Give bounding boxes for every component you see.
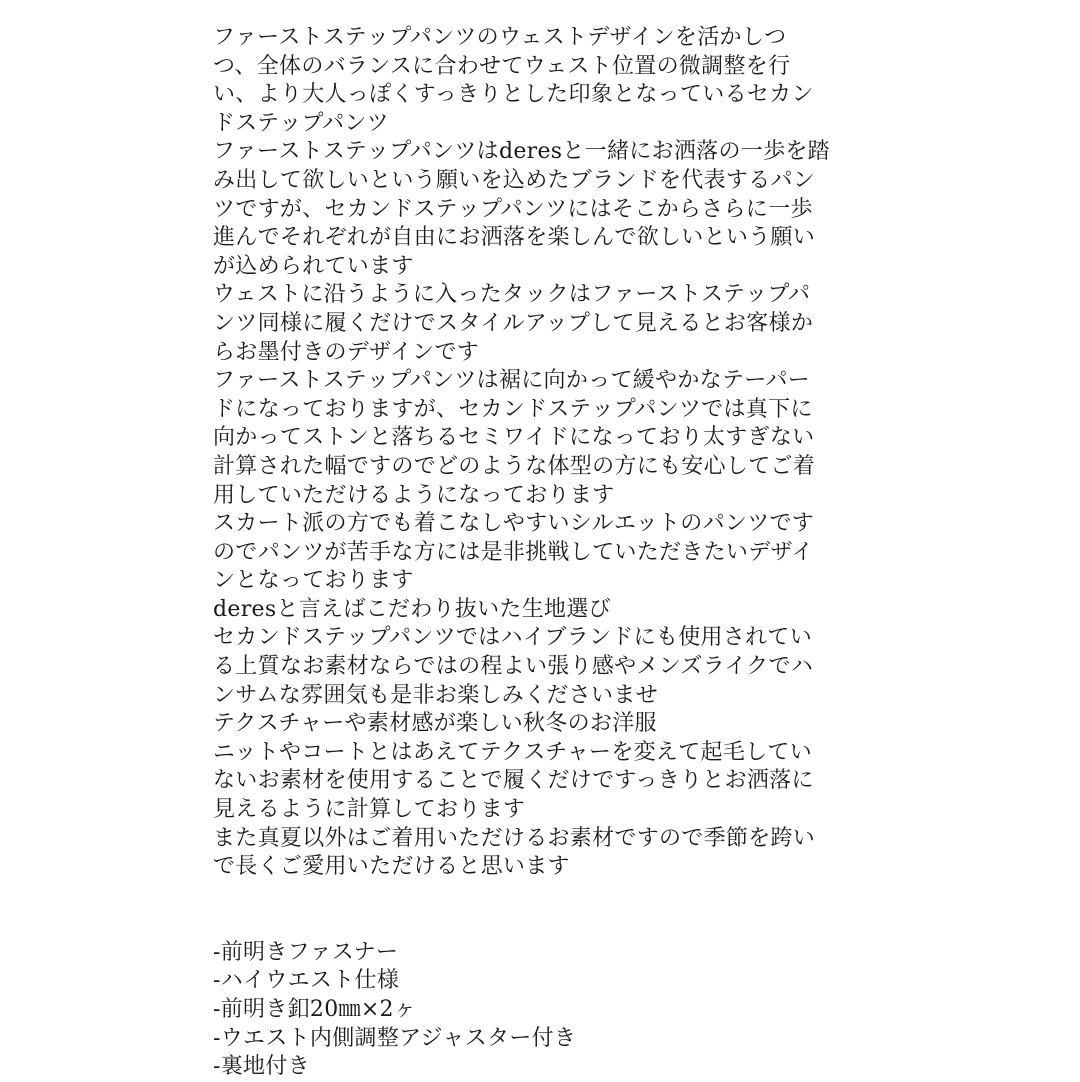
paragraph-silhouette	[213, 367, 863, 510]
spec-list	[213, 939, 863, 1082]
spec-item-front-zipper: -前明きファスナー	[213, 939, 399, 965]
text-line: ンサムな雰囲気も是非お楽しみくださいませ	[213, 682, 658, 708]
paragraph-texture-heading	[213, 710, 863, 739]
text-line: ファーストステップパンツは裾に向かって緩やかなテーパー	[213, 368, 811, 394]
paragraph-texture-detail	[213, 739, 863, 825]
text-line: 向かってストンと落ちるセミワイドになっており太すぎない	[213, 425, 815, 451]
text-line: ドステップパンツ	[213, 110, 389, 136]
text-line: み出して欲しいという願いを込めたブランドを代表するパン	[213, 167, 816, 193]
text-line: ウェストに沿うように入ったタックはファーストステップパ	[213, 282, 811, 308]
text-line: らお墨付きのデザインです	[213, 339, 480, 365]
paragraph-tuck	[213, 281, 863, 367]
text-line: い、より大人っぽくすっきりとした印象となっているセカン	[213, 82, 814, 108]
text-line: 計算された幅ですのでどのような体型の方にも安心してご着	[213, 453, 816, 479]
paragraph-skirt-lovers	[213, 510, 863, 596]
text-line: 進んでそれぞれが自由にお洒落を楽しんで欲しいという願い	[213, 225, 816, 251]
paragraph-season	[213, 825, 863, 882]
text-line: ニットやコートとはあえてテクスチャーを変えて起毛してい	[213, 739, 813, 765]
text-line: deresと言えばこだわり抜いた生地選び	[213, 596, 611, 622]
text-line: ンとなっております	[213, 568, 414, 594]
text-line: セカンドステップパンツではハイブランドにも使用されてい	[213, 625, 813, 651]
product-description	[213, 24, 863, 1082]
section-spacer	[213, 882, 863, 939]
paragraph-waist-design	[213, 24, 863, 138]
text-line: 見えるように計算しております	[213, 797, 526, 823]
text-line: また真夏以外はご着用いただけるお素材ですので季節を跨い	[213, 825, 816, 851]
text-line: ファーストステップパンツのウェストデザインを活かしつ	[213, 25, 787, 50]
spec-item-high-waist: -ハイウエスト仕様	[213, 968, 400, 994]
spec-item-front-buttons: -前明き釦20㎜×2ヶ	[213, 997, 417, 1022]
text-line: ないお素材を使用することで履くだけですっきりとお洒落に	[213, 768, 814, 794]
text-line: 用していただけるようになっております	[213, 482, 615, 508]
spec-item-waist-adjuster: -ウエスト内側調整アジャスター付き	[213, 1025, 577, 1051]
description-body	[213, 24, 863, 882]
text-line: ドになっておりますが、セカンドステップパンツでは真下に	[213, 396, 813, 422]
text-line: のでパンツが苦手な方には是非挑戦していただきたいデザイ	[213, 539, 814, 565]
text-line: ンツ同様に履くだけでスタイルアップして見えるとお客様か	[213, 310, 814, 336]
text-line: スカート派の方でも着こなしやすいシルエットのパンツです	[213, 511, 815, 537]
text-line: ファーストステップパンツはderesと一緒にお洒落の一歩を踏	[213, 139, 830, 165]
text-line: る上質なお素材ならではの程よい張り感やメンズライクでハ	[213, 654, 814, 680]
text-line: で長くご愛用いただけると思います	[213, 854, 570, 880]
paragraph-brand-concept	[213, 138, 863, 281]
paragraph-fabric-detail	[213, 624, 863, 710]
spec-item-lining: -裏地付き	[213, 1054, 310, 1080]
paragraph-fabric-heading	[213, 596, 863, 625]
text-line: つ、全体のバランスに合わせてウェスト位置の微調整を行	[213, 53, 791, 79]
text-line: テクスチャーや素材感が楽しい秋冬のお洋服	[213, 711, 657, 737]
text-line: が込められています	[213, 253, 414, 279]
text-line: ツですが、セカンドステップパンツにはそこからさらに一歩	[213, 196, 813, 222]
